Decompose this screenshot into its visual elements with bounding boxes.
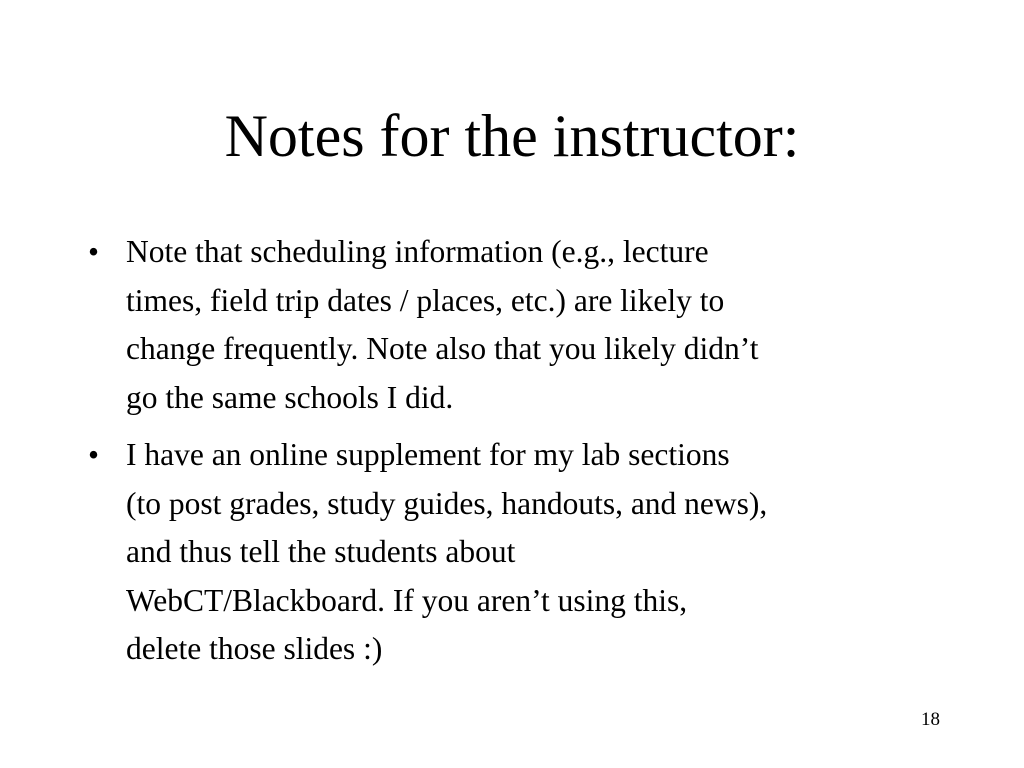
bullet-line: change frequently. Note also that you likely didn’t bbox=[126, 331, 759, 366]
bullet-line: Note that scheduling information (e.g., lecture bbox=[126, 234, 709, 269]
slide-number: 18 bbox=[921, 709, 940, 730]
bullet-item-scheduling bbox=[88, 228, 958, 422]
bullet-line: (to post grades, study guides, handouts, and news), bbox=[126, 485, 768, 521]
bullet-line: WebCT/Blackboard. If you aren’t using this, bbox=[126, 582, 688, 618]
bullet-dot-icon: • bbox=[88, 437, 100, 472]
bullet-line: go the same schools I did. bbox=[126, 379, 454, 415]
bullet-line: and thus tell the students about bbox=[126, 534, 516, 569]
bullet-list bbox=[88, 228, 958, 683]
bullet-line: I have an online supplement for my lab sections bbox=[126, 437, 730, 472]
bullet-text bbox=[126, 228, 958, 422]
bullet-dot-icon: • bbox=[88, 234, 100, 269]
bullet-line: times, field trip dates / places, etc.) are likely to bbox=[126, 282, 725, 318]
bullet-item-online-supplement bbox=[88, 431, 958, 674]
bullet-line: delete those slides :) bbox=[126, 631, 383, 666]
slide-title: Notes for the instructor: bbox=[224, 103, 800, 169]
bullet-text bbox=[126, 431, 958, 674]
